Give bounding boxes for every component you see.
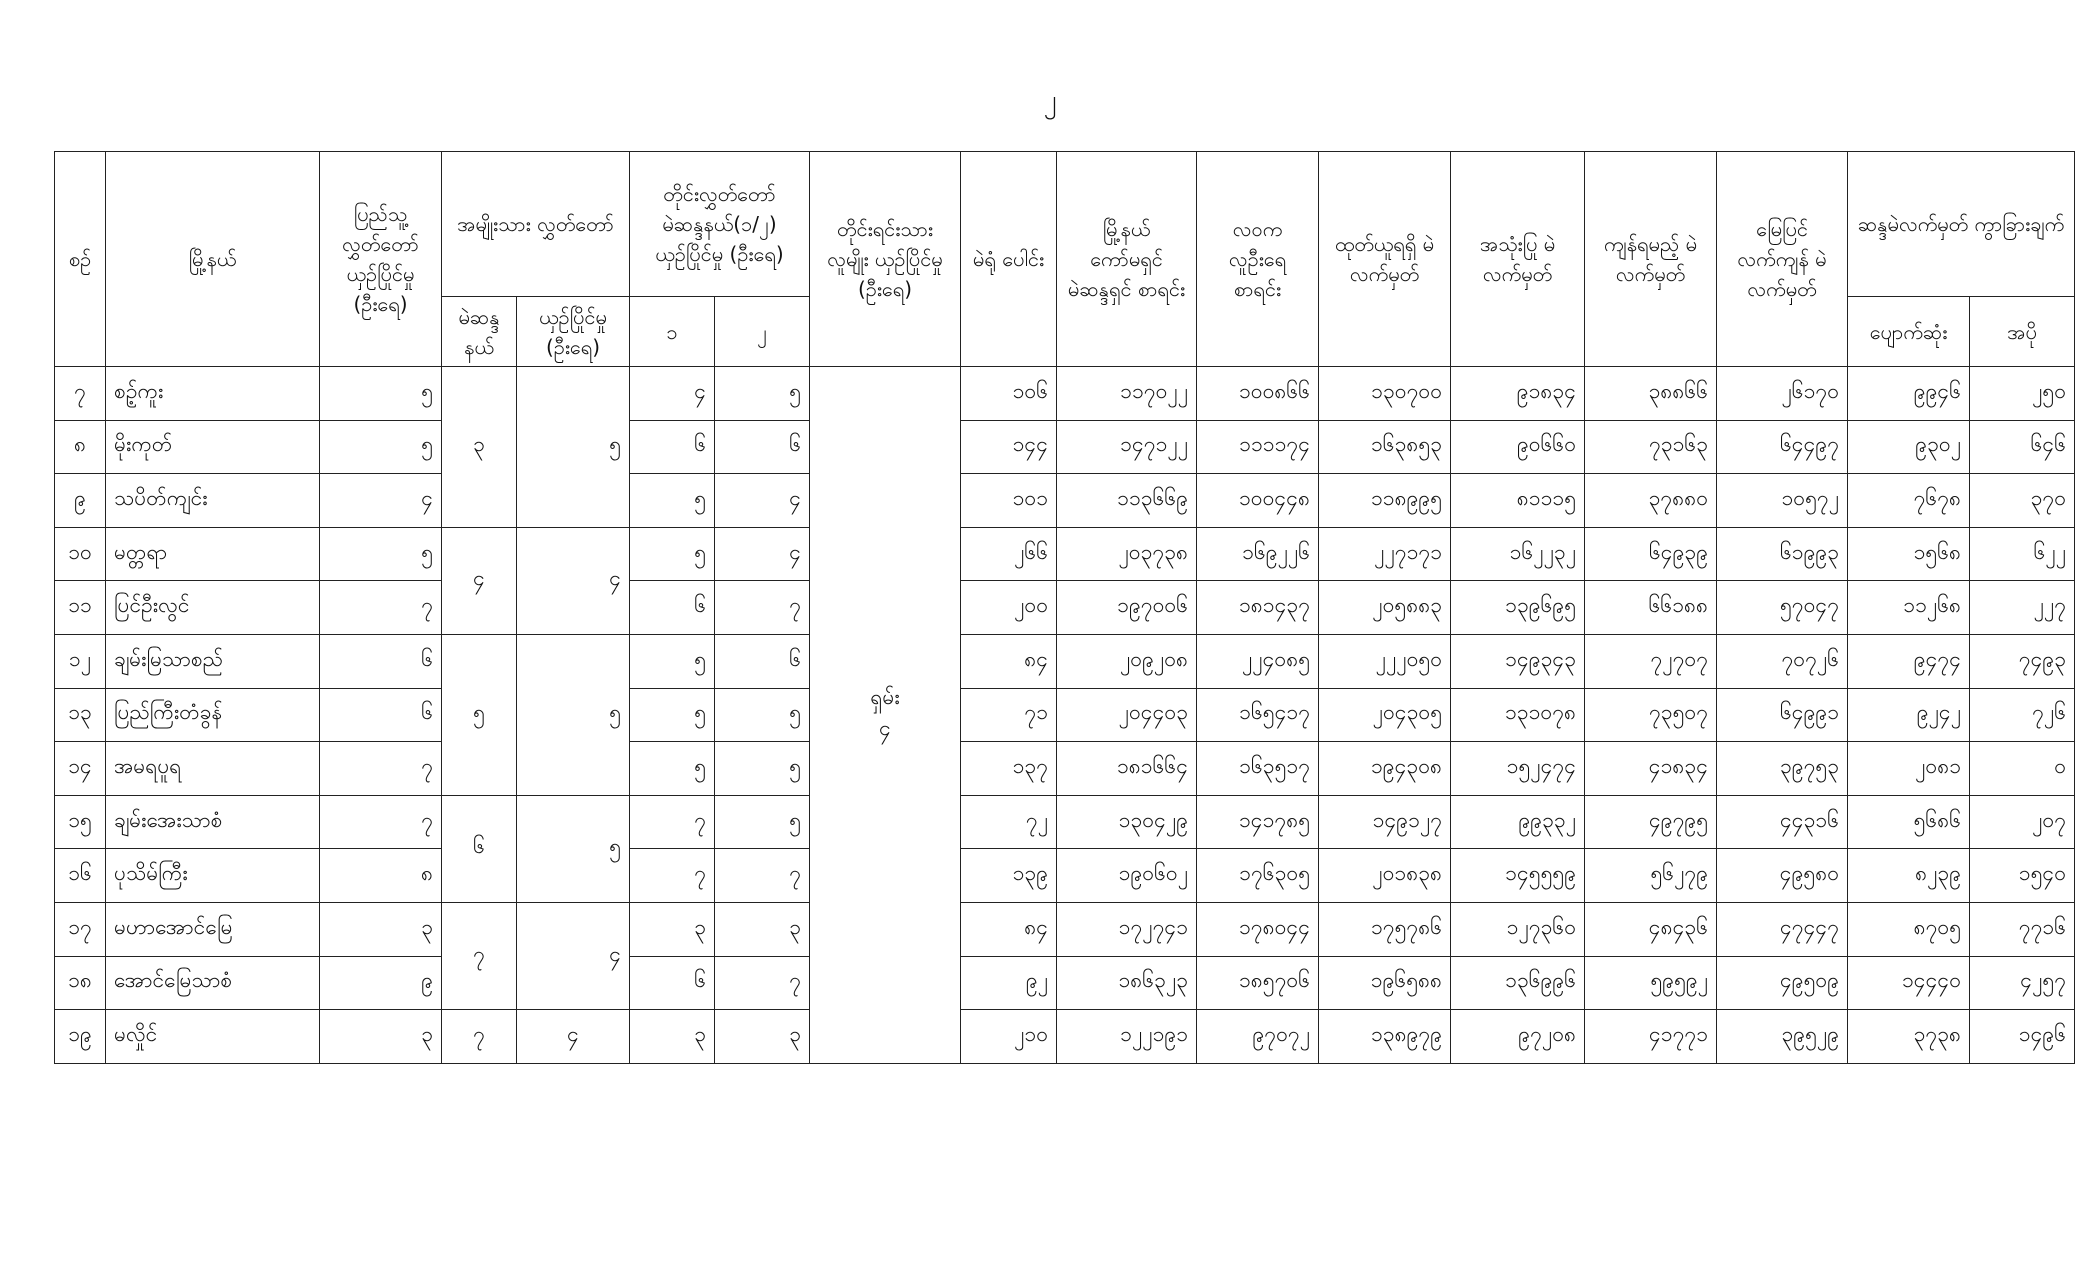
cell-used: ၉၇၂၀၈ — [1451, 1010, 1585, 1064]
cell-actual-remaining: ၄၉၅၈၀ — [1717, 849, 1848, 903]
cell-actual-remaining: ၁၀၅၇၂ — [1717, 474, 1848, 528]
cell-region-1: ၆ — [630, 420, 715, 474]
cell-diff-lost: ၈၇၀၅ — [1848, 902, 1970, 956]
cell-diff-extra: ၂၂၇ — [1970, 581, 2075, 635]
header-ethnic: တိုင်းရင်းသား လူမျိုး ယှဉ်ပြိုင်မှု (ဦးရေ) — [810, 152, 961, 367]
cell-census: ၁၇၈၀၄၄ — [1197, 902, 1319, 956]
cell-printed: ၁၇၅၇၈၆ — [1319, 902, 1451, 956]
cell-actual-remaining: ၆၁၉၉၃ — [1717, 527, 1848, 581]
cell-region-2: ၄ — [715, 474, 810, 528]
cell-amyotha-constituency: ၅ — [442, 634, 517, 795]
election-results-table — [54, 151, 2075, 1064]
cell-township: မလှိုင် — [106, 1010, 320, 1064]
header-serial: စဉ် — [55, 152, 106, 367]
cell-township: ပြည်ကြီးတံခွန် — [106, 688, 320, 742]
cell-region-1: ၅ — [630, 688, 715, 742]
cell-printed: ၂၀၅၈၈၃ — [1319, 581, 1451, 635]
cell-used: ၁၄၉၃၄၃ — [1451, 634, 1585, 688]
cell-stations: ၇၁ — [961, 688, 1057, 742]
cell-pyithu: ၈ — [320, 849, 442, 903]
table-row — [55, 742, 2075, 796]
cell-township: ချမ်းမြသာစည် — [106, 634, 320, 688]
cell-actual-remaining: ၅၇၀၄၇ — [1717, 581, 1848, 635]
cell-actual-remaining: ၆၄၉၉၁ — [1717, 688, 1848, 742]
cell-used: ၈၁၁၁၅ — [1451, 474, 1585, 528]
cell-diff-lost: ၂၀၈၁ — [1848, 742, 1970, 796]
cell-census: ၁၆၃၅၁၇ — [1197, 742, 1319, 796]
cell-census: ၁၈၁၄၃၇ — [1197, 581, 1319, 635]
cell-region-1: ၇ — [630, 849, 715, 903]
header-region-1: ၁ — [630, 297, 715, 367]
cell-pyithu: ၃ — [320, 902, 442, 956]
cell-printed: ၁၉၆၅၈၈ — [1319, 956, 1451, 1010]
table-row — [55, 420, 2075, 474]
cell-remaining: ၇၃၁၆၃ — [1585, 420, 1717, 474]
cell-serial: ၉ — [55, 474, 106, 528]
table-row — [55, 474, 2075, 528]
header-amyotha-candidates: ယှဉ်ပြိုင်မှု (ဦးရေ) — [517, 297, 630, 367]
cell-printed: ၁၄၉၁၂၇ — [1319, 795, 1451, 849]
cell-township: မိုးကုတ် — [106, 420, 320, 474]
cell-ethnic: ရှမ်း ၄ — [810, 367, 961, 1064]
header-amyotha: အမျိုးသား လွှတ်တော် — [442, 152, 630, 297]
cell-actual-remaining: ၄၉၅၀၉ — [1717, 956, 1848, 1010]
cell-serial: ၁၀ — [55, 527, 106, 581]
cell-remaining: ၄၉၇၉၅ — [1585, 795, 1717, 849]
cell-pyithu: ၄ — [320, 474, 442, 528]
cell-pyithu: ၇ — [320, 795, 442, 849]
cell-remaining: ၆၄၉၃၉ — [1585, 527, 1717, 581]
page-number: ၂ — [1043, 85, 1057, 115]
cell-printed: ၂၀၁၈၃၈ — [1319, 849, 1451, 903]
cell-actual-remaining: ၆၄၄၉၇ — [1717, 420, 1848, 474]
cell-serial: ၁၃ — [55, 688, 106, 742]
cell-pyithu: ၃ — [320, 1010, 442, 1064]
cell-remaining: ၅၆၂၇၉ — [1585, 849, 1717, 903]
cell-amyotha-candidates: ၅ — [517, 367, 630, 528]
cell-serial: ၁၄ — [55, 742, 106, 796]
cell-used: ၁၃၆၉၉၆ — [1451, 956, 1585, 1010]
cell-township: အမရပူရ — [106, 742, 320, 796]
cell-region-1: ၅ — [630, 742, 715, 796]
cell-diff-lost: ၅၆၈၆ — [1848, 795, 1970, 849]
cell-remaining: ၅၉၅၉၂ — [1585, 956, 1717, 1010]
cell-amyotha-candidates: ၄ — [517, 527, 630, 634]
cell-serial: ၁၇ — [55, 902, 106, 956]
cell-actual-remaining: ၄၄၃၁၆ — [1717, 795, 1848, 849]
cell-voter-list: ၁၉၀၆၀၂ — [1057, 849, 1197, 903]
cell-region-2: ၄ — [715, 527, 810, 581]
cell-amyotha-constituency: ၇ — [442, 902, 517, 1009]
cell-township: ပုသိမ်ကြီး — [106, 849, 320, 903]
cell-stations: ၂၁၀ — [961, 1010, 1057, 1064]
cell-remaining: ၃၇၈၈၀ — [1585, 474, 1717, 528]
cell-printed: ၁၃၀၇၀၀ — [1319, 367, 1451, 421]
header-diff-extra: အပို — [1970, 297, 2075, 367]
cell-region-2: ၆ — [715, 420, 810, 474]
cell-remaining: ၇၂၇၀၇ — [1585, 634, 1717, 688]
cell-region-1: ၇ — [630, 795, 715, 849]
cell-stations: ၂၆၆ — [961, 527, 1057, 581]
cell-diff-extra: ၁၅၄၀ — [1970, 849, 2075, 903]
cell-pyithu: ၉ — [320, 956, 442, 1010]
cell-actual-remaining: ၂၆၁၇၀ — [1717, 367, 1848, 421]
cell-township: ပြင်ဦးလွင် — [106, 581, 320, 635]
cell-diff-extra: ၀ — [1970, 742, 2075, 796]
cell-remaining: ၄၁၈၃၄ — [1585, 742, 1717, 796]
cell-region-2: ၆ — [715, 634, 810, 688]
header-printed: ထုတ်ယူရရှိ မဲလက်မှတ် — [1319, 152, 1451, 367]
header-difference: ဆန္ဒမဲလက်မှတ် ကွာခြားချက် — [1848, 152, 2075, 297]
cell-diff-extra: ၂၀၇ — [1970, 795, 2075, 849]
cell-actual-remaining: ၇၀၇၂၆ — [1717, 634, 1848, 688]
cell-actual-remaining: ၃၉၇၅၃ — [1717, 742, 1848, 796]
cell-stations: ၈၄ — [961, 902, 1057, 956]
cell-voter-list: ၁၁၇၀၂၂ — [1057, 367, 1197, 421]
cell-voter-list: ၂၀၃၇၃၈ — [1057, 527, 1197, 581]
cell-amyotha-constituency: ၇ — [442, 1010, 517, 1064]
cell-region-2: ၅ — [715, 688, 810, 742]
cell-printed: ၁၆၃၈၅၃ — [1319, 420, 1451, 474]
cell-stations: ၁၃၇ — [961, 742, 1057, 796]
cell-printed: ၁၁၈၉၉၅ — [1319, 474, 1451, 528]
cell-region-1: ၃ — [630, 1010, 715, 1064]
cell-printed: ၂၂၇၁၇၁ — [1319, 527, 1451, 581]
table-row — [55, 1010, 2075, 1064]
cell-census: ၂၂၄၀၈၅ — [1197, 634, 1319, 688]
cell-township: အောင်မြေသာစံ — [106, 956, 320, 1010]
cell-amyotha-constituency: ၃ — [442, 367, 517, 528]
cell-diff-extra: ၄၂၅၇ — [1970, 956, 2075, 1010]
header-stations: မဲရုံ ပေါင်း — [961, 152, 1057, 367]
cell-township: စဉ့်ကူး — [106, 367, 320, 421]
cell-voter-list: ၁၄၇၁၂၂ — [1057, 420, 1197, 474]
cell-diff-lost: ၁၁၂၆၈ — [1848, 581, 1970, 635]
cell-township: မတ္တရာ — [106, 527, 320, 581]
cell-amyotha-candidates: ၄ — [517, 1010, 630, 1064]
cell-pyithu: ၆ — [320, 634, 442, 688]
cell-amyotha-constituency: ၄ — [442, 527, 517, 634]
cell-used: ၉၉၃၃၂ — [1451, 795, 1585, 849]
cell-amyotha-candidates: ၄ — [517, 902, 630, 1009]
header-diff-lost: ပျောက်ဆုံး — [1848, 297, 1970, 367]
cell-stations: ၈၄ — [961, 634, 1057, 688]
table-row — [55, 367, 2075, 421]
header-census: လဝက လူဦးရေ စာရင်း — [1197, 152, 1319, 367]
header-remaining: ကျန်ရမည့် မဲလက်မှတ် — [1585, 152, 1717, 367]
cell-used: ၁၄၅၅၅၉ — [1451, 849, 1585, 903]
cell-diff-extra: ၇၄၉၃ — [1970, 634, 2075, 688]
table-row — [55, 849, 2075, 903]
cell-voter-list: ၂၀၉၂၀၈ — [1057, 634, 1197, 688]
table-row — [55, 688, 2075, 742]
cell-serial: ၇ — [55, 367, 106, 421]
cell-diff-lost: ၇၆၇၈ — [1848, 474, 1970, 528]
cell-region-1: ၆ — [630, 956, 715, 1010]
cell-amyotha-constituency: ၆ — [442, 795, 517, 902]
cell-stations: ၁၄၄ — [961, 420, 1057, 474]
cell-stations: ၉၂ — [961, 956, 1057, 1010]
cell-region-2: ၇ — [715, 581, 810, 635]
cell-diff-lost: ၉၃၀၂ — [1848, 420, 1970, 474]
cell-census: ၁၀၀၄၄၈ — [1197, 474, 1319, 528]
cell-remaining: ၃၈၈၆၆ — [1585, 367, 1717, 421]
cell-used: ၁၆၂၂၃၂ — [1451, 527, 1585, 581]
cell-printed: ၁၃၈၉၇၉ — [1319, 1010, 1451, 1064]
cell-census: ၁၁၁၁၇၄ — [1197, 420, 1319, 474]
cell-region-2: ၅ — [715, 795, 810, 849]
cell-actual-remaining: ၃၉၅၂၉ — [1717, 1010, 1848, 1064]
cell-used: ၁၃၉၆၉၅ — [1451, 581, 1585, 635]
cell-township: မဟာအောင်မြေ — [106, 902, 320, 956]
cell-remaining: ၆၆၁၈၈ — [1585, 581, 1717, 635]
cell-township: သပိတ်ကျင်း — [106, 474, 320, 528]
cell-serial: ၁၁ — [55, 581, 106, 635]
cell-serial: ၈ — [55, 420, 106, 474]
cell-serial: ၁၉ — [55, 1010, 106, 1064]
cell-voter-list: ၁၁၃၆၆၉ — [1057, 474, 1197, 528]
cell-pyithu: ၅ — [320, 420, 442, 474]
cell-pyithu: ၅ — [320, 367, 442, 421]
cell-region-1: ၅ — [630, 474, 715, 528]
cell-amyotha-candidates: ၅ — [517, 634, 630, 795]
cell-region-2: ၇ — [715, 956, 810, 1010]
cell-diff-extra: ၂၅၀ — [1970, 367, 2075, 421]
cell-used: ၁၂၇၃၆၀ — [1451, 902, 1585, 956]
cell-diff-extra: ၇၇၁၆ — [1970, 902, 2075, 956]
cell-region-1: ၆ — [630, 581, 715, 635]
cell-voter-list: ၁၈၆၃၂၃ — [1057, 956, 1197, 1010]
cell-remaining: ၇၃၅၀၇ — [1585, 688, 1717, 742]
header-region: တိုင်းလွှတ်တော် မဲဆန္ဒနယ်(၁/၂) ယှဉ်ပြိုင်မှု (ဦးရေ) — [630, 152, 810, 297]
cell-used: ၉၁၈၃၄ — [1451, 367, 1585, 421]
cell-stations: ၁၀၁ — [961, 474, 1057, 528]
cell-diff-extra: ၁၄၉၆ — [1970, 1010, 2075, 1064]
cell-census: ၁၈၅၇၀၆ — [1197, 956, 1319, 1010]
table-row — [55, 902, 2075, 956]
cell-used: ၁၃၁၀၇၈ — [1451, 688, 1585, 742]
cell-diff-lost: ၁၅၆၈ — [1848, 527, 1970, 581]
cell-region-2: ၇ — [715, 849, 810, 903]
cell-stations: ၁၃၉ — [961, 849, 1057, 903]
cell-voter-list: ၁၇၂၇၄၁ — [1057, 902, 1197, 956]
cell-census: ၁၇၆၃၀၅ — [1197, 849, 1319, 903]
table-row — [55, 956, 2075, 1010]
cell-diff-lost: ၁၄၄၄၀ — [1848, 956, 1970, 1010]
cell-township: ချမ်းအေးသာစံ — [106, 795, 320, 849]
cell-serial: ၁၂ — [55, 634, 106, 688]
cell-diff-extra: ၆၄၆ — [1970, 420, 2075, 474]
header-used: အသုံးပြု မဲလက်မှတ် — [1451, 152, 1585, 367]
cell-diff-lost: ၉၉၄၆ — [1848, 367, 1970, 421]
cell-pyithu: ၇ — [320, 742, 442, 796]
cell-serial: ၁၅ — [55, 795, 106, 849]
cell-voter-list: ၂၀၄၄၀၃ — [1057, 688, 1197, 742]
table-body — [55, 367, 2075, 1064]
header-voter-list: မြို့နယ် ကော်မရှင် မဲဆန္ဒရှင် စာရင်း — [1057, 152, 1197, 367]
cell-diff-extra: ၇၂၆ — [1970, 688, 2075, 742]
cell-voter-list: ၁၉၇၀၀၆ — [1057, 581, 1197, 635]
table-row — [55, 634, 2075, 688]
cell-census: ၁၄၁၇၈၅ — [1197, 795, 1319, 849]
cell-serial: ၁၈ — [55, 956, 106, 1010]
cell-region-1: ၃ — [630, 902, 715, 956]
cell-census: ၁၆၉၂၂၆ — [1197, 527, 1319, 581]
cell-region-1: ၅ — [630, 527, 715, 581]
cell-diff-lost: ၃၇၃၈ — [1848, 1010, 1970, 1064]
cell-used: ၉၀၆၆၀ — [1451, 420, 1585, 474]
cell-amyotha-candidates: ၅ — [517, 795, 630, 902]
cell-census: ၁၆၅၄၁၇ — [1197, 688, 1319, 742]
cell-pyithu: ၅ — [320, 527, 442, 581]
cell-remaining: ၄၁၇၇၁ — [1585, 1010, 1717, 1064]
header-actual-remaining: မြေပြင် လက်ကျန် မဲလက်မှတ် — [1717, 152, 1848, 367]
cell-diff-lost: ၉၂၄၂ — [1848, 688, 1970, 742]
cell-printed: ၂၂၂၀၅၀ — [1319, 634, 1451, 688]
cell-diff-lost: ၉၄၇၄ — [1848, 634, 1970, 688]
header-pyithu: ပြည်သူ့ လွှတ်တော် ယှဉ်ပြိုင်မှု (ဦးရေ) — [320, 152, 442, 367]
cell-printed: ၁၉၄၃၀၈ — [1319, 742, 1451, 796]
cell-region-1: ၄ — [630, 367, 715, 421]
cell-stations: ၇၂ — [961, 795, 1057, 849]
cell-region-2: ၅ — [715, 742, 810, 796]
header-amyotha-constituency: မဲဆန္ဒ နယ် — [442, 297, 517, 367]
cell-voter-list: ၁၈၁၆၆၄ — [1057, 742, 1197, 796]
cell-census: ၁၀၀၈၆၆ — [1197, 367, 1319, 421]
table-row — [55, 527, 2075, 581]
header-township: မြို့နယ် — [106, 152, 320, 367]
cell-stations: ၂၀၀ — [961, 581, 1057, 635]
header-region-2: ၂ — [715, 297, 810, 367]
cell-diff-extra: ၆၂၂ — [1970, 527, 2075, 581]
cell-voter-list: ၁၃၀၄၂၉ — [1057, 795, 1197, 849]
table-row — [55, 795, 2075, 849]
cell-remaining: ၄၈၄၃၆ — [1585, 902, 1717, 956]
cell-region-1: ၅ — [630, 634, 715, 688]
cell-stations: ၁၀၆ — [961, 367, 1057, 421]
cell-region-2: ၃ — [715, 902, 810, 956]
cell-diff-lost: ၈၂၃၉ — [1848, 849, 1970, 903]
cell-printed: ၂၀၄၃၀၅ — [1319, 688, 1451, 742]
cell-actual-remaining: ၄၇၄၄၇ — [1717, 902, 1848, 956]
cell-diff-extra: ၃၇၀ — [1970, 474, 2075, 528]
cell-pyithu: ၇ — [320, 581, 442, 635]
cell-census: ၉၇၀၇၂ — [1197, 1010, 1319, 1064]
cell-region-2: ၃ — [715, 1010, 810, 1064]
cell-used: ၁၅၂၄၇၄ — [1451, 742, 1585, 796]
table-row — [55, 581, 2075, 635]
cell-region-2: ၅ — [715, 367, 810, 421]
cell-voter-list: ၁၂၂၁၉၁ — [1057, 1010, 1197, 1064]
cell-serial: ၁၆ — [55, 849, 106, 903]
cell-pyithu: ၆ — [320, 688, 442, 742]
